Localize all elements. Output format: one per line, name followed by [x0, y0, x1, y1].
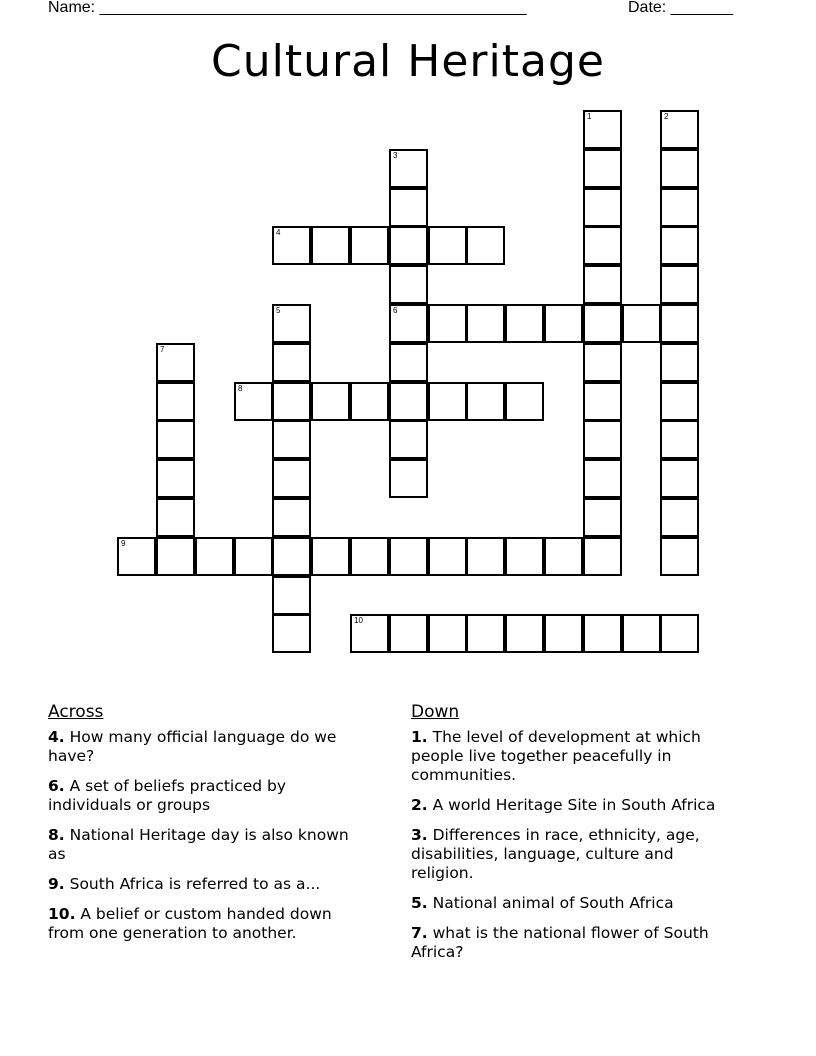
clue-text: How many official language do we have?: [48, 728, 337, 765]
crossword-cell[interactable]: [622, 614, 661, 653]
crossword-cell[interactable]: [660, 382, 699, 421]
clue-item: [48, 875, 368, 894]
cell-number: 3: [393, 151, 398, 160]
crossword-cell[interactable]: [583, 614, 622, 653]
clue-item: [48, 826, 368, 864]
clue-text: South Africa is referred to as a...: [64, 875, 321, 893]
crossword-cell[interactable]: [156, 343, 195, 382]
crossword-cell[interactable]: [389, 149, 428, 188]
crossword-cell[interactable]: [156, 420, 195, 459]
crossword-cell[interactable]: [505, 537, 544, 576]
crossword-cell[interactable]: [272, 459, 311, 498]
cell-number: 5: [276, 306, 281, 315]
crossword-cell[interactable]: [466, 226, 505, 265]
crossword-cell[interactable]: [234, 382, 273, 421]
crossword-cell[interactable]: [428, 614, 467, 653]
crossword-cell[interactable]: [389, 614, 428, 653]
crossword-cell[interactable]: [660, 459, 699, 498]
crossword-cell[interactable]: [583, 537, 622, 576]
crossword-cell[interactable]: [389, 265, 428, 304]
crossword-cell[interactable]: [660, 110, 699, 149]
cell-number: 6: [393, 306, 398, 315]
crossword-cell[interactable]: [583, 188, 622, 227]
crossword-cell[interactable]: [583, 382, 622, 421]
crossword-cell[interactable]: [350, 382, 389, 421]
clue-item: [48, 905, 368, 943]
crossword-cell[interactable]: [466, 382, 505, 421]
clue-text: Differences in race, ethnicity, age, disabilities, language, culture and religion.: [411, 826, 700, 882]
crossword-cell[interactable]: [156, 382, 195, 421]
crossword-cell[interactable]: [350, 226, 389, 265]
clue-text: A belief or custom handed down from one generation to another.: [48, 905, 332, 942]
crossword-cell[interactable]: [272, 498, 311, 537]
crossword-cell[interactable]: [660, 537, 699, 576]
crossword-cell[interactable]: [272, 382, 311, 421]
clue-number: 8.: [48, 826, 65, 844]
clue-item: [48, 777, 368, 815]
clue-number: 10.: [48, 905, 76, 923]
name-field: Name: ________________________________________________: [48, 0, 527, 16]
date-field: Date: _______: [628, 0, 733, 16]
crossword-cell[interactable]: [583, 420, 622, 459]
clue-item: [411, 796, 731, 815]
crossword-cell[interactable]: [583, 459, 622, 498]
crossword-cell[interactable]: [156, 459, 195, 498]
crossword-cell[interactable]: [272, 614, 311, 653]
crossword-cell[interactable]: [660, 188, 699, 227]
crossword-cell[interactable]: [311, 382, 350, 421]
clue-text: A set of beliefs practiced by individuals or groups: [48, 777, 287, 814]
clue-number: 1.: [411, 728, 428, 746]
crossword-cell[interactable]: [583, 498, 622, 537]
across-heading: Across: [48, 702, 104, 722]
crossword-cell[interactable]: [272, 576, 311, 615]
clue-text: what is the national flower of South Africa?: [411, 924, 709, 961]
clue-item: [411, 894, 731, 913]
crossword-cell[interactable]: [505, 382, 544, 421]
crossword-cell[interactable]: [583, 149, 622, 188]
clue-number: 2.: [411, 796, 428, 814]
page-title: Cultural Heritage: [211, 36, 605, 87]
clue-text: National Heritage day is also known as: [48, 826, 349, 863]
crossword-cell[interactable]: [428, 537, 467, 576]
cell-number: 10: [354, 616, 363, 625]
cell-number: 9: [121, 539, 126, 548]
crossword-cell[interactable]: [272, 343, 311, 382]
crossword-cell[interactable]: [466, 614, 505, 653]
clue-text: A world Heritage Site in South Africa: [427, 796, 716, 814]
crossword-cell[interactable]: [583, 343, 622, 382]
cell-number: 2: [664, 112, 669, 121]
crossword-cell[interactable]: [428, 226, 467, 265]
clue-number: 9.: [48, 875, 65, 893]
crossword-cell[interactable]: [234, 537, 273, 576]
crossword-cell[interactable]: [389, 304, 428, 343]
crossword-cell[interactable]: [544, 614, 583, 653]
cell-number: 7: [160, 345, 165, 354]
clue-item: [411, 924, 731, 962]
crossword-cell[interactable]: [272, 420, 311, 459]
down-heading: Down: [411, 702, 460, 722]
clue-item: [48, 728, 368, 766]
crossword-cell[interactable]: [660, 498, 699, 537]
clue-number: 3.: [411, 826, 428, 844]
crossword-cell[interactable]: [389, 343, 428, 382]
crossword-cell[interactable]: [466, 304, 505, 343]
clue-number: 5.: [411, 894, 428, 912]
clue-text: The level of development at which people live together peacefully in communities.: [411, 728, 701, 784]
crossword-cell[interactable]: [311, 537, 350, 576]
clue-text: National animal of South Africa: [427, 894, 674, 912]
crossword-cell[interactable]: [660, 420, 699, 459]
crossword-cell[interactable]: [389, 420, 428, 459]
crossword-cell[interactable]: [660, 149, 699, 188]
across-clues: [48, 703, 368, 954]
crossword-cell[interactable]: [389, 459, 428, 498]
crossword-cell[interactable]: [660, 226, 699, 265]
crossword-cell[interactable]: [350, 614, 389, 653]
clue-number: 6.: [48, 777, 65, 795]
cell-number: 4: [276, 228, 281, 237]
crossword-cell[interactable]: [583, 110, 622, 149]
header: [48, 0, 748, 20]
crossword-cell[interactable]: [660, 614, 699, 653]
crossword-cell[interactable]: [505, 614, 544, 653]
crossword-cell[interactable]: [583, 265, 622, 304]
clue-number: 4.: [48, 728, 65, 746]
crossword-cell[interactable]: [428, 382, 467, 421]
crossword-cell[interactable]: [350, 537, 389, 576]
crossword-cell[interactable]: [117, 537, 156, 576]
crossword-cell[interactable]: [505, 304, 544, 343]
down-clues: [411, 703, 731, 973]
clue-item: [411, 826, 731, 883]
crossword-cell[interactable]: [466, 537, 505, 576]
crossword-cell[interactable]: [544, 304, 583, 343]
crossword-cell[interactable]: [389, 382, 428, 421]
cell-number: 1: [587, 112, 592, 121]
crossword-cell[interactable]: [389, 188, 428, 227]
crossword-cell[interactable]: [272, 537, 311, 576]
crossword-cell[interactable]: [660, 304, 699, 343]
crossword-cell[interactable]: [195, 537, 234, 576]
crossword-cell[interactable]: [544, 537, 583, 576]
crossword-cell[interactable]: [272, 226, 311, 265]
crossword-cell[interactable]: [428, 304, 467, 343]
crossword-cell[interactable]: [660, 343, 699, 382]
crossword-cell[interactable]: [272, 304, 311, 343]
crossword-cell[interactable]: [156, 498, 195, 537]
clue-number: 7.: [411, 924, 428, 942]
crossword-cell[interactable]: [389, 226, 428, 265]
clue-item: [411, 728, 731, 785]
crossword-cell[interactable]: [622, 304, 661, 343]
crossword-cell[interactable]: [156, 537, 195, 576]
cell-number: 8: [238, 384, 243, 393]
crossword-cell[interactable]: [583, 226, 622, 265]
crossword-cell[interactable]: [660, 265, 699, 304]
crossword-cell[interactable]: [311, 226, 350, 265]
crossword-cell[interactable]: [583, 304, 622, 343]
crossword-cell[interactable]: [389, 537, 428, 576]
